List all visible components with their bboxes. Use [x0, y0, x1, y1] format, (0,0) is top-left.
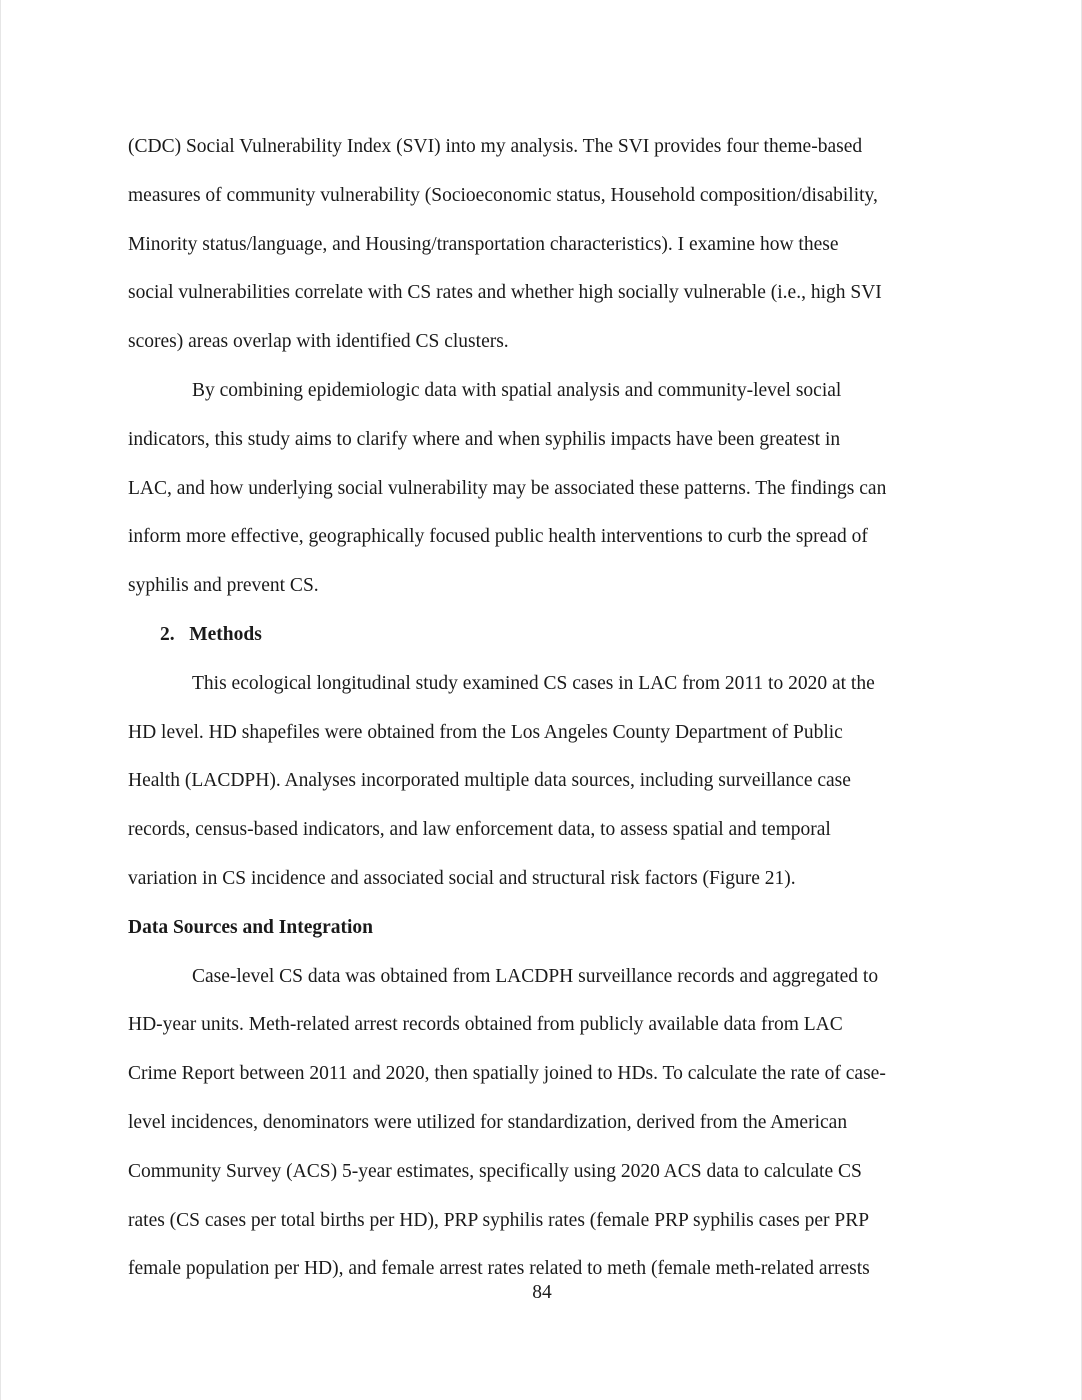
text-line: syphilis and prevent CS.: [128, 575, 319, 597]
text-line: indicators, this study aims to clarify where and when syphilis impacts have been greatest in: [128, 428, 841, 450]
body-text: [128, 123, 960, 1294]
text-line: HD-year units. Meth-related arrest records obtained from publicly available data from LAC: [128, 1014, 843, 1036]
text-line: scores) areas overlap with identified CS clusters.: [128, 331, 509, 353]
text-line: This ecological longitudinal study examined CS cases in LAC from 2011 to 2020 at the: [192, 672, 875, 694]
text-line: By combining epidemiologic data with spatial analysis and community-level social: [192, 379, 842, 401]
text-line: variation in CS incidence and associated social and structural risk factors (Figure 21).: [128, 867, 796, 889]
text-line: HD level. HD shapefiles were obtained from the Los Angeles County Department of Public: [128, 721, 843, 743]
section-heading-methods: 2. Methods: [160, 623, 262, 645]
text-line: social vulnerabilities correlate with CS rates and whether high socially vulnerable (i.e., high SVI: [128, 282, 882, 304]
text-line: LAC, and how underlying social vulnerability may be associated these patterns. The findings can: [128, 477, 887, 499]
text-line: Crime Report between 2011 and 2020, then spatially joined to HDs. To calculate the rate of case-: [128, 1063, 886, 1085]
subsection-heading-data-sources: Data Sources and Integration: [128, 916, 374, 938]
text-line: inform more effective, geographically focused public health interventions to curb the spread of: [128, 526, 868, 548]
text-line: female population per HD), and female arrest rates related to meth (female meth-related arrests: [128, 1258, 870, 1280]
text-line: level incidences, denominators were utilized for standardization, derived from the American: [128, 1111, 848, 1133]
text-line: rates (CS cases per total births per HD), PRP syphilis rates (female PRP syphilis cases per PRP: [128, 1209, 870, 1231]
text-line: Case-level CS data was obtained from LACDPH surveillance records and aggregated to: [192, 965, 879, 987]
text-line: Minority status/language, and Housing/transportation characteristics). I examine how these: [128, 233, 839, 255]
text-line: Health (LACDPH). Analyses incorporated multiple data sources, including surveillance case: [128, 770, 851, 792]
text-line: measures of community vulnerability (Socioeconomic status, Household composition/disability,: [128, 184, 878, 206]
text-line: (CDC) Social Vulnerability Index (SVI) into my analysis. The SVI provides four theme-based: [128, 136, 863, 157]
page-number: 84: [532, 1282, 552, 1303]
text-line: records, census-based indicators, and law enforcement data, to assess spatial and temporal: [128, 819, 831, 841]
text-line: Community Survey (ACS) 5-year estimates, specifically using 2020 ACS data to calculate CS: [128, 1160, 862, 1182]
